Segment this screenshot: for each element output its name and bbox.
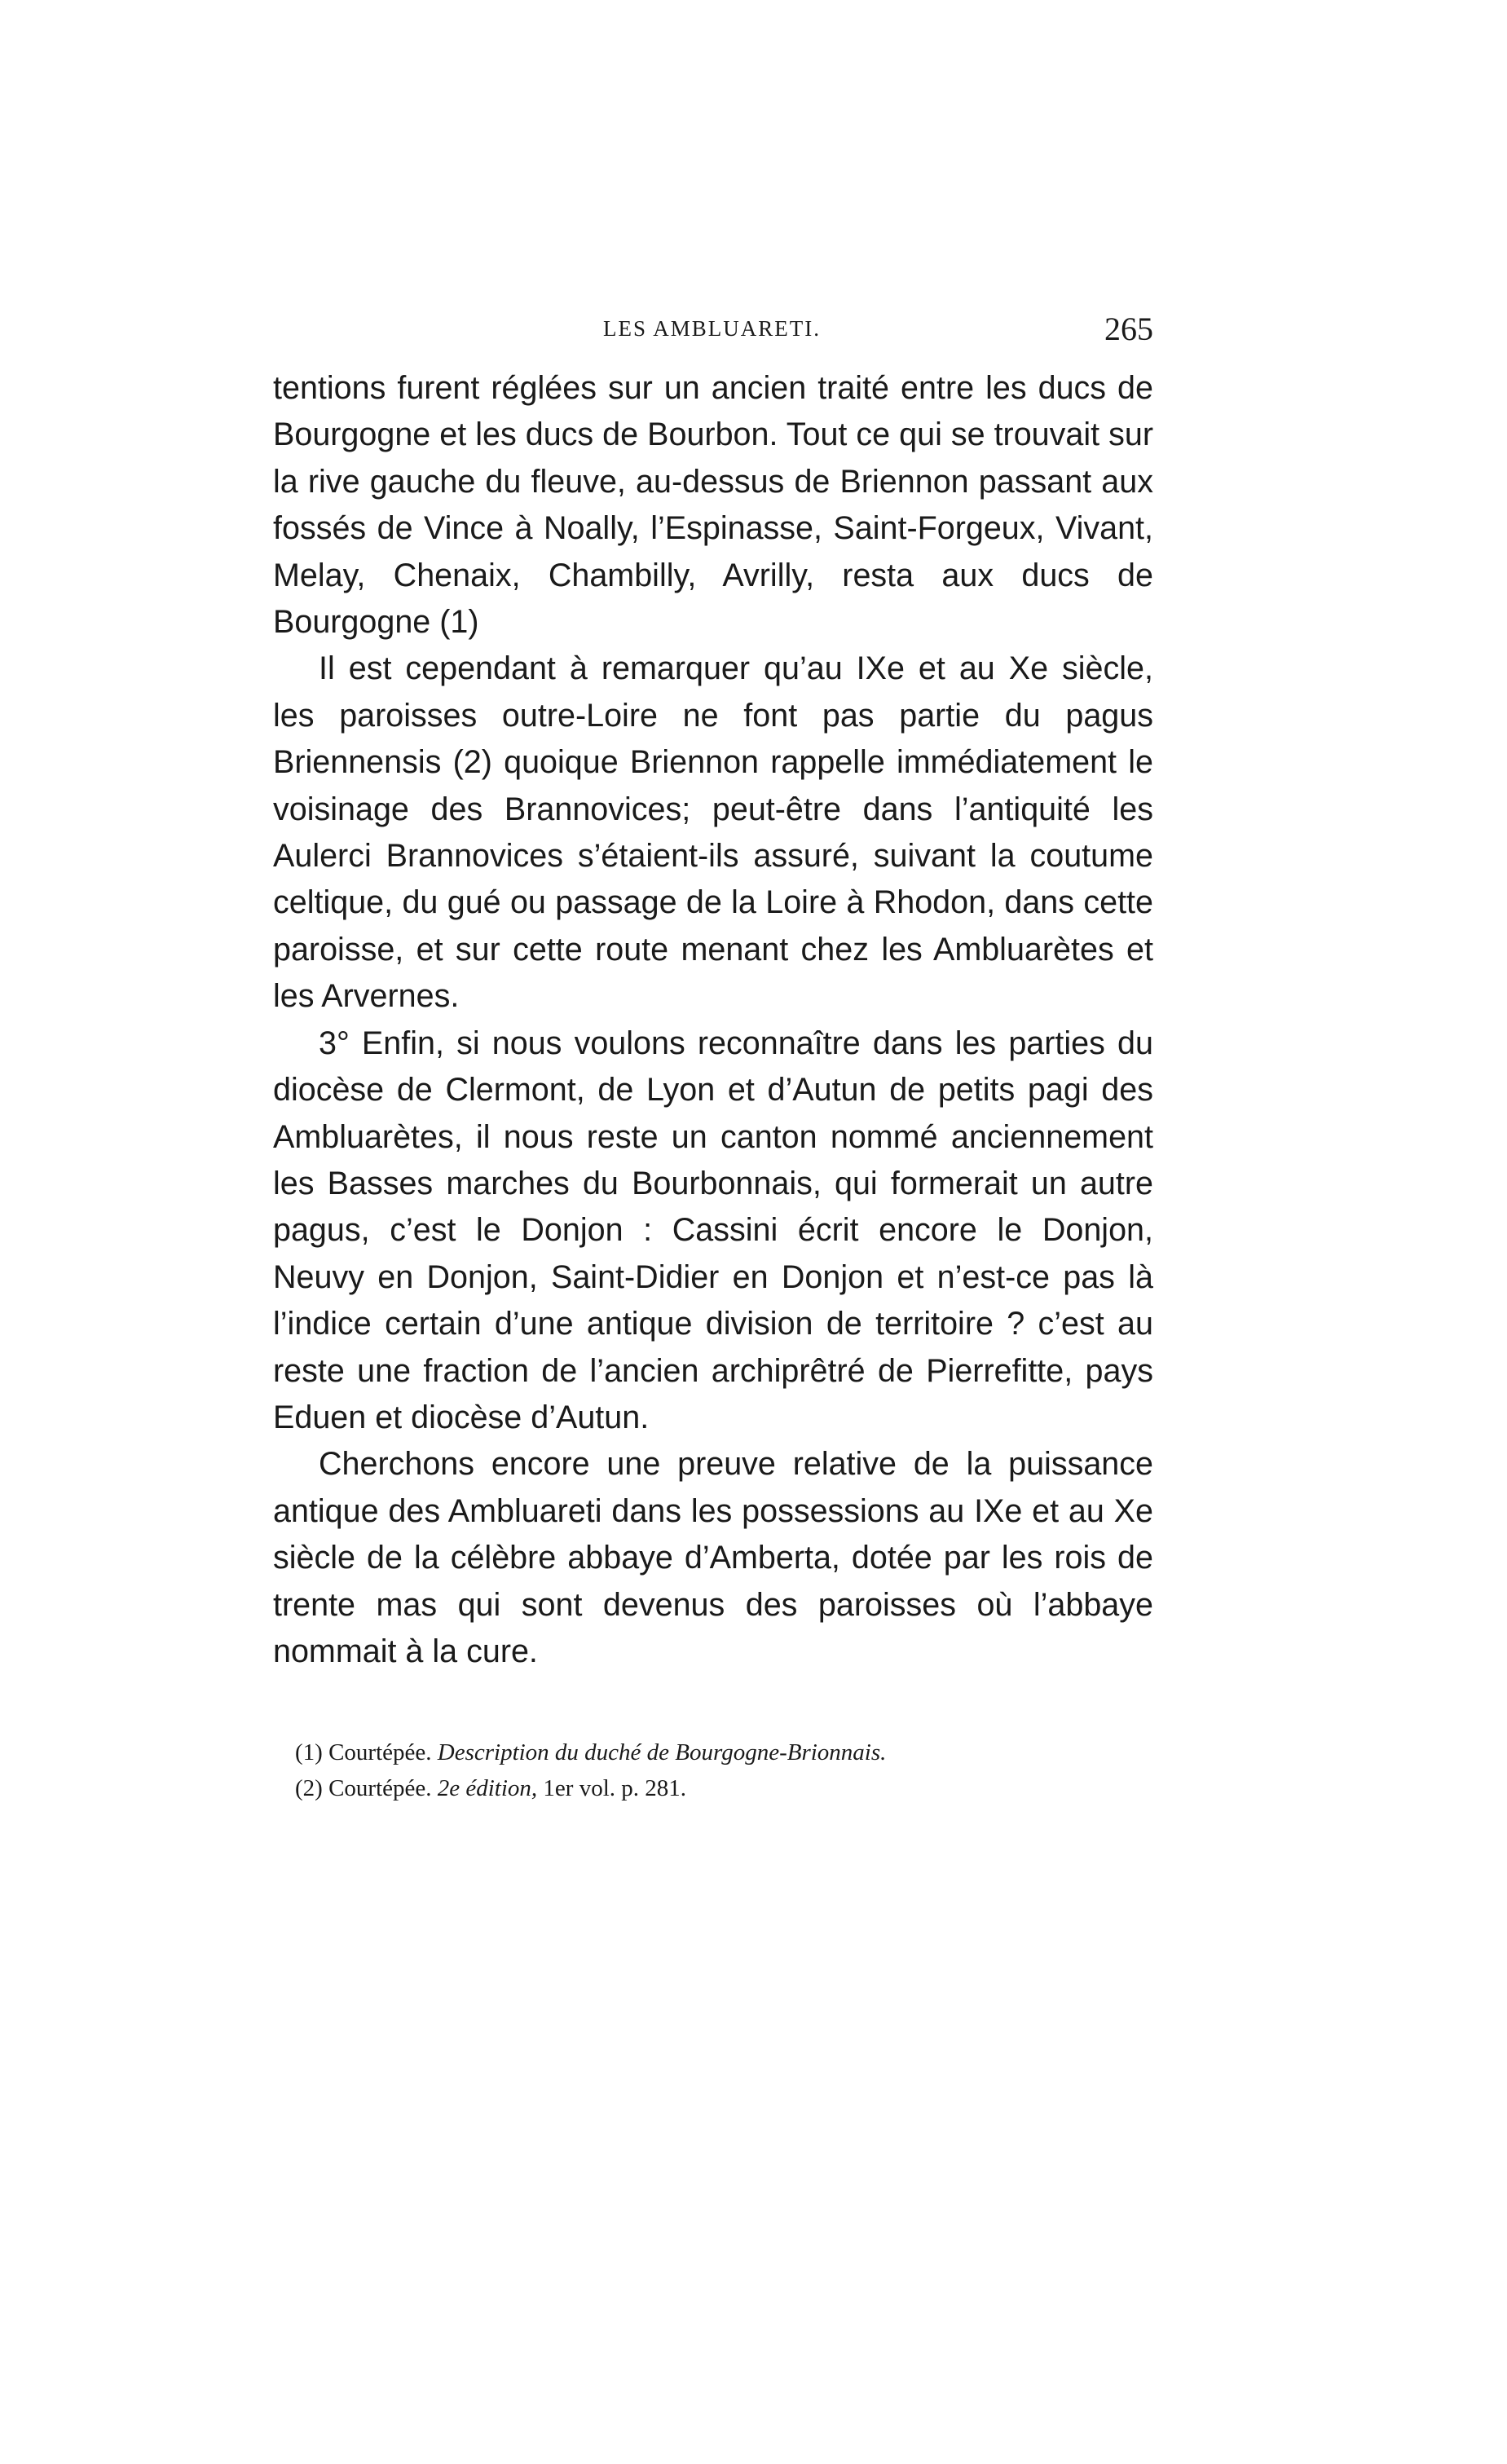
footnote-mark: (2)	[295, 1775, 323, 1801]
page-number: 265	[1104, 311, 1153, 347]
paragraph: Cherchons encore une preuve relative de la puissance antique des Ambluareti dans les possessions au IXe et au Xe siècle de la célèbre abbaye d’Amberta, dotée par les rois de trente mas qui sont devenus des paroisses où l’abbaye nommait à la cure.	[273, 1446, 1153, 1669]
footnote-work: Description du duché de Bourgogne-Brionnais.	[437, 1739, 887, 1765]
footnote-author: Courtépée.	[328, 1739, 432, 1765]
paragraph-continuation: tentions furent réglées sur un ancien traité entre les ducs de Bourgogne et les ducs de Bourbon. Tout ce qui se trouvait sur la rive gauche du fleuve, au-dessus de Briennon passant aux fossés de Vince à Noally, l’Espinasse, Saint-Forgeux, Vivant, Melay, Chenaix, Chambilly, Avrilly, resta aux ducs de Bourgogne (1)	[273, 370, 1153, 641]
body-text	[273, 365, 1153, 1675]
footnote-reference: 1er vol. p. 281.	[543, 1775, 687, 1801]
paragraph: Il est cependant à remarquer qu’au IXe et au Xe siècle, les paroisses outre-Loire ne font pas partie du pagus Briennensis (2) quoique Briennon rappelle immédiatement le voisinage des Brannovices; peut-être dans l’antiquité les Aulerci Brannovices s’étaient-ils assuré, suivant la coutume celtique, du gué ou passage de la Loire à Rhodon, dans cette paroisse, et sur cette route menant chez les Ambluarètes et les Arvernes.	[273, 650, 1153, 1015]
footnote-work: 2e édition,	[437, 1775, 538, 1801]
footnote-2	[295, 1770, 1159, 1806]
footnote-mark: (1)	[295, 1739, 323, 1765]
footnote-1	[295, 1734, 1159, 1770]
footnotes	[295, 1734, 1159, 1806]
paragraph: 3° Enfin, si nous voulons reconnaître dans les parties du diocèse de Clermont, de Lyon et d’Autun de petits pagi des Ambluarètes, il nous reste un canton nommé anciennement les Basses marches du Bourbonnais, qui formerait un autre pagus, c’est le Donjon : Cassini écrit encore le Donjon, Neuvy en Donjon, Saint-Didier en Donjon et n’est-ce pas là l’indice certain d’une antique division de territoire ? c’est au reste une fraction de l’ancien archiprêtré de Pierrefitte, pays Eduen et diocèse d’Autun.	[273, 1025, 1153, 1435]
footnote-author: Courtépée.	[328, 1775, 432, 1801]
running-title: LES AMBLUARETI.	[603, 316, 822, 341]
page-header	[273, 311, 1153, 357]
